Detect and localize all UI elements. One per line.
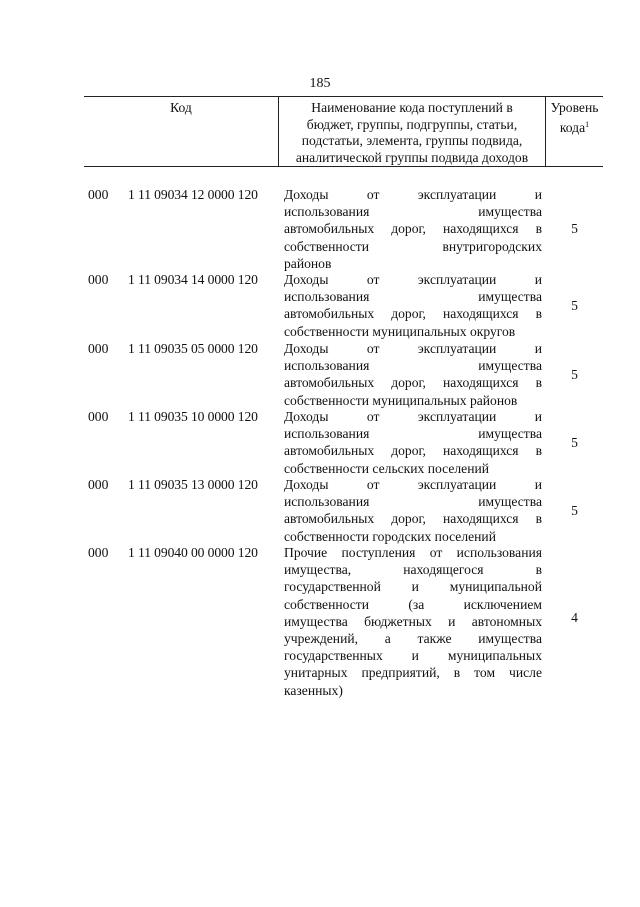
row-name-line: использования имущества [284, 358, 542, 374]
row-name-line: Доходы от эксплуатации и [284, 341, 542, 356]
footnote-marker: 1 [585, 119, 590, 129]
row-name-line: Доходы от эксплуатации и [284, 187, 542, 202]
header-level-line: кода$^1$ [559, 119, 590, 135]
row-name-line: использования имущества [284, 494, 542, 510]
row-name-line: Доходы от эксплуатации и [284, 409, 542, 424]
row-name-line: учреждений, а также имущества [284, 630, 542, 646]
row-name-line: государственных и муниципальных [284, 648, 542, 664]
row-code: 1 11 09035 13 0000 120 [128, 477, 258, 492]
row-name-line: Доходы от эксплуатации и [284, 477, 542, 492]
row-name-line: использования имущества [284, 426, 542, 442]
row-code: 1 11 09034 14 0000 120 [128, 272, 258, 287]
row-name-line: государственной и муниципальной [284, 579, 542, 595]
row-name-line: Доходы от эксплуатации и [284, 272, 542, 287]
header-level [546, 97, 603, 166]
row-code: 1 11 09035 05 0000 120 [128, 341, 258, 356]
row-name [284, 408, 542, 477]
row-prefix: 000 [88, 187, 109, 202]
row-name-line: автомобильных дорог, находящихся в [284, 443, 542, 459]
row-name [284, 340, 542, 409]
header-name-line: подстатьи, элемента, группы подвида, [301, 133, 523, 148]
row-level: 5 [571, 367, 578, 382]
row-name [284, 544, 542, 699]
row-prefix: 000 [88, 272, 109, 287]
row-level: 5 [571, 221, 578, 236]
row-name-line: Прочие поступления от использования [284, 545, 542, 560]
row-name-line: собственности городских поселений [284, 528, 496, 544]
row-code: 1 11 09040 00 0000 120 [128, 545, 258, 560]
row-name-line: автомобильных дорог, находящихся в [284, 375, 542, 391]
row-code: 1 11 09035 10 0000 120 [128, 409, 258, 424]
row-name-line: унитарных предприятий, в том числе [284, 665, 542, 681]
row-name [284, 271, 542, 340]
table-header [84, 96, 603, 167]
row-name [284, 186, 542, 272]
row-name-line: собственности муниципальных районов [284, 392, 518, 408]
row-name-line: собственности внутригородских [284, 238, 542, 254]
row-name-line: использования имущества [284, 204, 542, 220]
row-level: 5 [571, 435, 578, 450]
row-name-line: имущества бюджетных и автономных [284, 613, 542, 629]
row-prefix: 000 [88, 477, 109, 492]
row-name-line: автомобильных дорог, находящихся в [284, 511, 542, 527]
header-name-line: Наименование кода поступлений в [311, 100, 513, 115]
row-name-line: автомобильных дорог, находящихся в [284, 306, 542, 322]
page-number: 185 [309, 76, 331, 91]
header-code: Код [170, 100, 192, 115]
row-prefix: 000 [88, 341, 109, 356]
row-level: 5 [571, 503, 578, 518]
header-name [278, 97, 546, 166]
row-name-line: использования имущества [284, 289, 542, 305]
row-name-line: собственности муниципальных округов [284, 323, 516, 339]
row-level: 5 [571, 298, 578, 313]
row-name [284, 476, 542, 545]
row-name-line: районов [284, 255, 332, 271]
header-name-line: бюджет, группы, подгруппы, статьи, [306, 116, 518, 132]
header-level-line: Уровень [550, 100, 599, 115]
row-name-line: имущества, находящегося в [284, 562, 542, 578]
row-level: 4 [571, 610, 578, 625]
row-prefix: 000 [88, 545, 109, 560]
row-prefix: 000 [88, 409, 109, 424]
row-name-line: автомобильных дорог, находящихся в [284, 221, 542, 237]
header-name-line: аналитической группы подвида доходов [295, 149, 529, 165]
row-name-line: собственности сельских поселений [284, 460, 490, 476]
row-code: 1 11 09034 12 0000 120 [128, 187, 258, 202]
row-name-line: собственности (за исключением [284, 596, 542, 612]
row-name-line: казенных) [284, 682, 343, 698]
